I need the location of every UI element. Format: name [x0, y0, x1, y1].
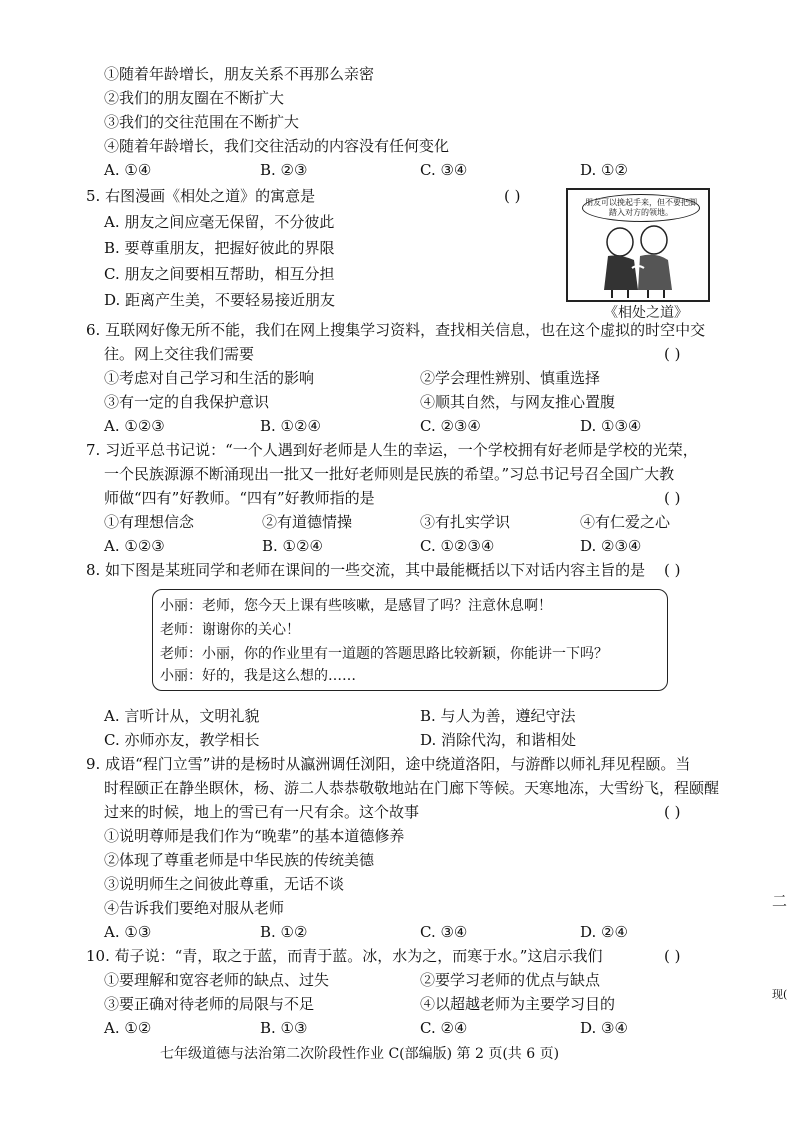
q6-option-2: ②学会理性辨别、慎重选择: [420, 369, 601, 387]
q6-answer-a: A. ①②③: [104, 417, 165, 435]
q8-answer-c: C. 亦师亦友，教学相长: [104, 731, 260, 749]
q7-answer-b: B. ①②④: [262, 537, 323, 555]
q6-stem-line-1: 6. 互联网好像无所不能，我们在网上搜集学习资料，查找相关信息，也在这个虚拟的时空中交: [86, 321, 706, 339]
q4-answer-d: D. ①②: [580, 161, 628, 179]
q9-stem-line-1: 9. 成语“程门立雪”讲的是杨时从瀛洲调任浏阳，途中绕道洛阳，与游酢以师礼拜见程颐。当: [86, 755, 691, 773]
q4-option-1: ①随着年龄增长，朋友关系不再那么亲密: [104, 65, 375, 83]
q4-answer-c: C. ③④: [420, 161, 468, 179]
q6-answer-d: D. ①③④: [580, 417, 642, 435]
q9-option-1: ①说明尊师是我们作为“晚辈”的基本道德修养: [104, 827, 405, 845]
q5-option-d: D. 距离产生美，不要轻易接近朋友: [104, 291, 336, 309]
q10-option-2: ②要学习老师的优点与缺点: [420, 971, 601, 989]
q7-answer-a: A. ①②③: [104, 537, 165, 555]
q7-answer-d: D. ②③④: [580, 537, 642, 555]
q6-option-3: ③有一定的自我保护意识: [104, 393, 270, 411]
dialog-line-2: 老师：谢谢你的关心！: [160, 622, 300, 638]
q7-option-1: ①有理想信念: [104, 513, 195, 531]
q9-answer-a: A. ①③: [104, 923, 152, 941]
q10-answer-a: A. ①②: [104, 1019, 152, 1037]
q9-answer-d: D. ②④: [580, 923, 628, 941]
q7-option-4: ④有仁爱之心: [580, 513, 671, 531]
q7-option-2: ②有道德情操: [262, 513, 353, 531]
dialog-line-4: 小丽：好的，我是这么想的……: [160, 668, 356, 684]
dialog-line-1: 小丽：老师，您今天上课有些咳嗽，是感冒了吗？注意休息啊！: [160, 598, 552, 614]
q10-answer-b: B. ①③: [260, 1019, 308, 1037]
q10-option-4: ④以超越老师为主要学习目的: [420, 995, 616, 1013]
edge-text-2: 现(: [772, 988, 788, 1001]
q7-answer-paren: ( ): [664, 489, 681, 507]
cartoon-image: [566, 188, 710, 302]
q9-answer-b: B. ①②: [260, 923, 308, 941]
q10-option-1: ①要理解和宽容老师的缺点、过失: [104, 971, 330, 989]
q7-stem-line-1: 7. 习近平总书记说：“一个人遇到好老师是人生的幸运，一个学校拥有好老师是学校的光荣，: [86, 441, 698, 459]
q9-stem-line-3: 过来的时候，地上的雪已有一尺有余。这个故事: [104, 803, 420, 821]
q8-answer-a: A. 言听计从，文明礼貌: [104, 707, 260, 725]
q5-option-c: C. 朋友之间要相互帮助，相互分担: [104, 265, 335, 283]
q4-answer-b: B. ②③: [260, 161, 308, 179]
q9-answer-paren: ( ): [664, 803, 681, 821]
dialog-line-3: 老师：小丽，你的作业里有一道题的答题思路比较新颖，你能讲一下吗？: [160, 646, 608, 662]
q6-answer-c: C. ②③④: [420, 417, 481, 435]
cartoon-caption: 《相处之道》: [604, 305, 688, 321]
q9-option-4: ④告诉我们要绝对服从老师: [104, 899, 285, 917]
q6-answer-paren: ( ): [664, 345, 681, 363]
q5-option-a: A. 朋友之间应毫无保留，不分彼此: [104, 213, 335, 231]
q4-answer-a: A. ①④: [104, 161, 152, 179]
q9-option-3: ③说明师生之间彼此尊重，无话不谈: [104, 875, 345, 893]
q7-option-3: ③有扎实学识: [420, 513, 511, 531]
page-footer: 七年级道德与法治第二次阶段性作业 C(部编版) 第 2 页(共 6 页): [160, 1046, 560, 1062]
q6-option-4: ④顺其自然，与网友推心置腹: [420, 393, 616, 411]
q7-answer-c: C. ①②③④: [420, 537, 495, 555]
q9-answer-c: C. ③④: [420, 923, 468, 941]
q4-option-3: ③我们的交往范围在不断扩大: [104, 113, 300, 131]
q9-stem-line-2: 时程颐正在静坐瞑休，杨、游二人恭恭敬敬地站在门廊下等候。天寒地冻，大雪纷飞，程颐醒: [104, 779, 720, 797]
q8-answer-d: D. 消除代沟，和谐相处: [420, 731, 577, 749]
q4-option-4: ④随着年龄增长，我们交往活动的内容没有任何变化: [104, 137, 450, 155]
q10-answer-d: D. ③④: [580, 1019, 628, 1037]
q5-option-b: B. 要尊重朋友，把握好彼此的界限: [104, 239, 335, 257]
q10-option-3: ③要正确对待老师的局限与不足: [104, 995, 315, 1013]
edge-text-1: 二: [772, 892, 788, 910]
cartoon-figures-illustration: [568, 220, 708, 300]
q8-answer-paren: ( ): [664, 561, 681, 579]
q7-stem-line-3: 师做“四有”好教师。“四有”好教师指的是: [104, 489, 375, 507]
q8-answer-b: B. 与人为善，遵纪守法: [420, 707, 576, 725]
q4-option-2: ②我们的朋友圈在不断扩大: [104, 89, 285, 107]
q10-answer-paren: ( ): [664, 947, 681, 965]
q7-stem-line-2: 一个民族源源不断涌现出一批又一批好老师则是民族的希望。”习总书记号召全国广大教: [104, 465, 675, 483]
q9-option-2: ②体现了尊重老师是中华民族的传统美德: [104, 851, 375, 869]
q5-answer-paren: ( ): [504, 187, 521, 205]
q6-answer-b: B. ①②④: [260, 417, 321, 435]
q6-option-1: ①考虑对自己学习和生活的影响: [104, 369, 315, 387]
q8-stem: 8. 如下图是某班同学和老师在课间的一些交流，其中最能概括以下对话内容主旨的是: [86, 561, 646, 579]
q5-stem: 5. 右图漫画《相处之道》的寓意是: [86, 187, 316, 205]
cartoon-speech-bubble: 朋友可以挽起手来，但不要把脚踏入对方的领地。: [582, 194, 700, 222]
q10-stem: 10. 荀子说：“青，取之于蓝，而青于蓝。冰，水为之，而寒于水。”这启示我们: [86, 947, 603, 965]
q10-answer-c: C. ②④: [420, 1019, 468, 1037]
q6-stem-line-2: 往。网上交往我们需要: [104, 345, 255, 363]
